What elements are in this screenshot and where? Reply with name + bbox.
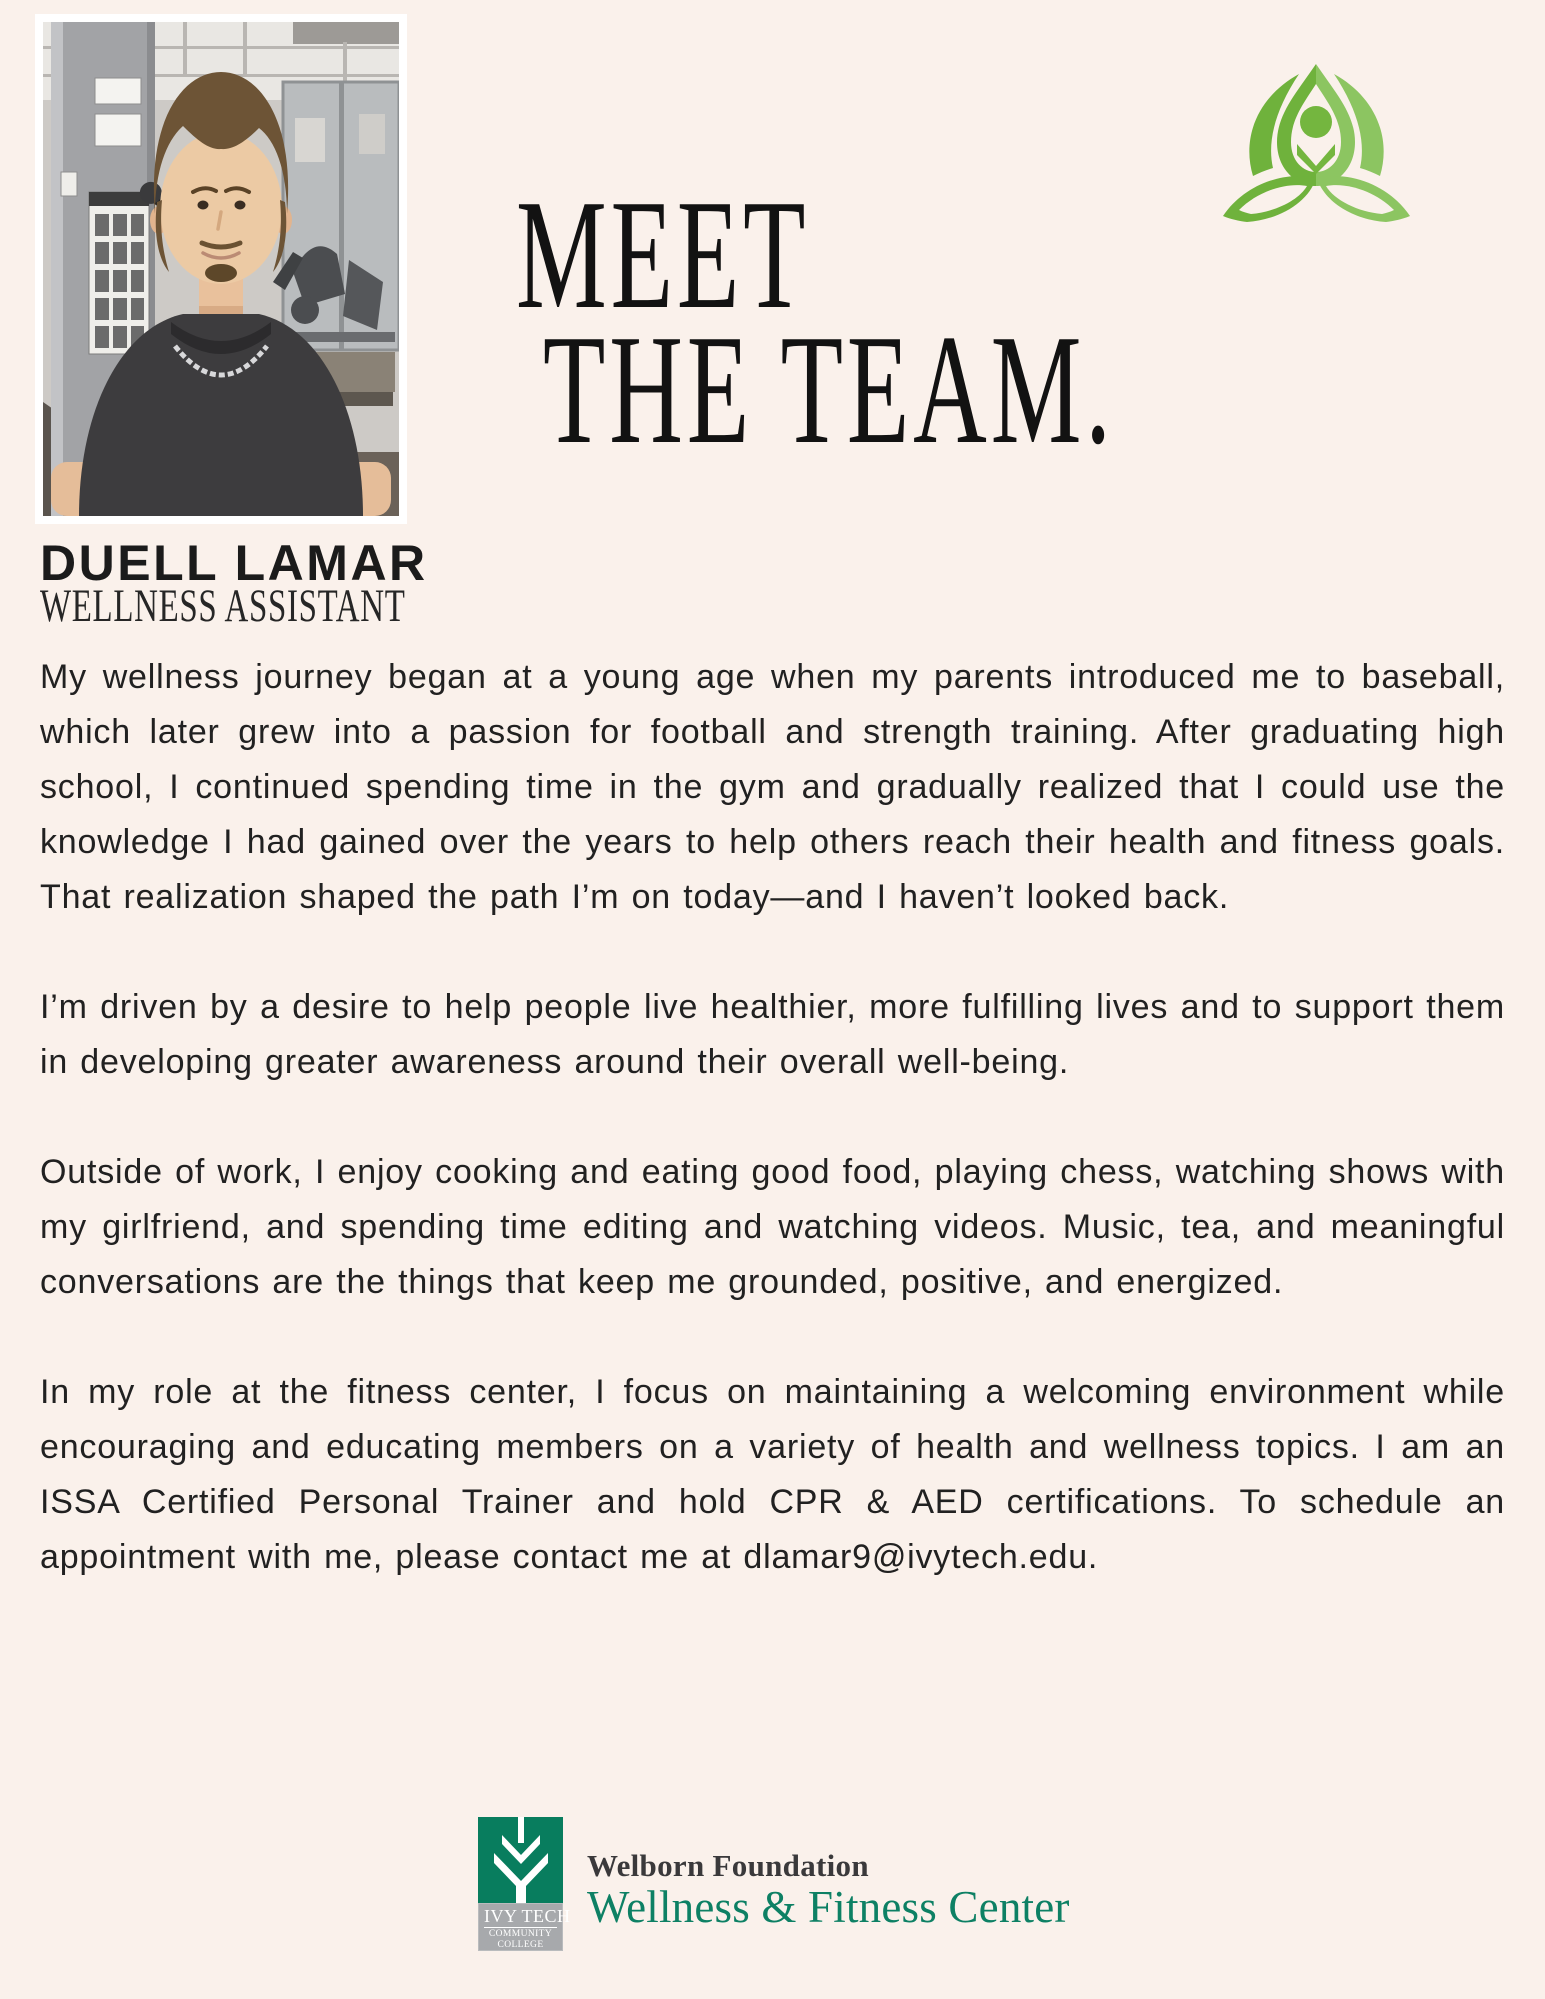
portrait-photo-illustration: [43, 22, 399, 516]
footer-logo: [478, 1817, 1070, 1951]
person-role: WELLNESS ASSISTANT: [40, 580, 406, 632]
lotus-meditation-icon: [1213, 58, 1420, 238]
ivy-leaf-tree-icon: [478, 1817, 563, 1903]
profile-photo: [35, 14, 407, 524]
ivy-tech-wordmark: [478, 1903, 571, 1951]
bio-paragraph: In my role at the fitness center, I focus on maintaining a welcoming environment while encouraging and educating members on a variety of health and wellness topics. I am an ISSA Certified Personal Trainer and hold CPR & AED certifications. To schedule an appointment with me, please contact me at dlamar9@ivytech.edu.: [40, 1373, 1505, 1576]
ivy-tech-name: IVY TECH: [484, 1906, 571, 1926]
bio-paragraph: I’m driven by a desire to help people live healthier, more fulfilling lives and to support them in developing greater awareness around their overall well-being.: [40, 988, 1505, 1081]
org-name: Welborn Foundation: [587, 1848, 869, 1883]
person-name: DUELL LAMAR: [40, 535, 428, 591]
center-name: Wellness & Fitness Center: [587, 1882, 1070, 1932]
bio-paragraph: Outside of work, I enjoy cooking and eating good food, playing chess, watching shows with my girlfriend, and spending time editing and watching videos. Music, tea, and meaningful conversations are the things that keep me grounded, positive, and energized.: [40, 1153, 1505, 1301]
bio-paragraph: My wellness journey began at a young age when my parents introduced me to baseball, which later grew into a passion for football and strength training. After graduating high school, I continued spending time in the gym and gradually realized that I could use the knowledge I had gained over the years to help others reach their health and fitness goals. That realization shaped the path I’m on today—and I haven’t looked back.: [40, 658, 1505, 916]
headline-line-2: THE TEAM.: [543, 302, 1115, 476]
ivy-tech-logo: [478, 1817, 571, 1951]
headline-line-1: MEET: [516, 167, 810, 341]
ivy-tech-community: COMMUNITY: [488, 1929, 553, 1939]
bio-text: [40, 650, 1505, 1585]
footer-text: [587, 1850, 1070, 1931]
ivy-tech-college: COLLEGE: [497, 1939, 544, 1950]
